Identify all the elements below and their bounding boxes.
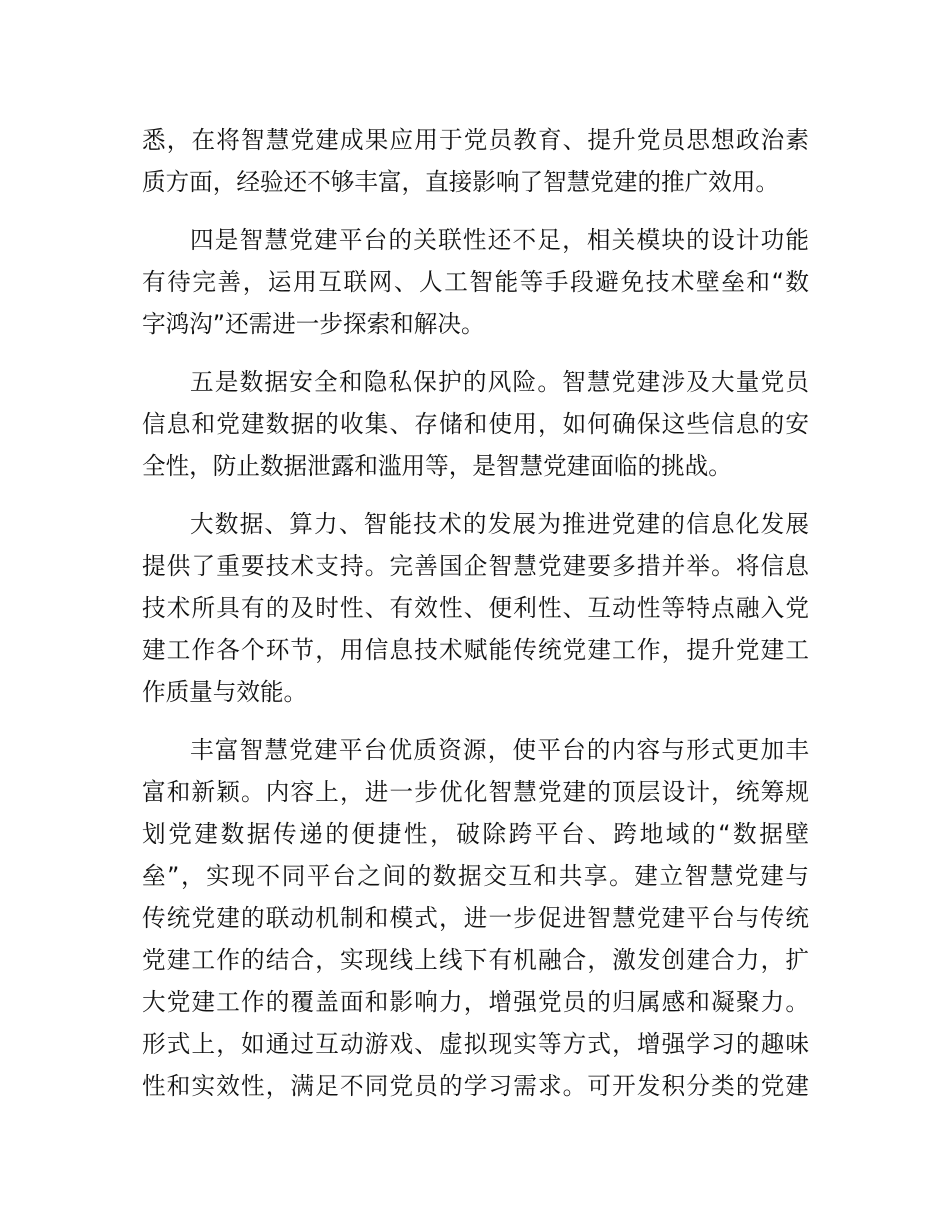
text-line: 丰富智慧党建平台优质资源，使平台的内容与形式更加丰 xyxy=(190,736,809,764)
text-line: 划党建数据传递的便捷性，破除跨平台、跨地域的“数据壁 xyxy=(142,820,809,848)
paragraph xyxy=(142,503,809,713)
document-page xyxy=(142,119,809,1123)
text-line: 四是智慧党建平台的关联性还不足，相关模块的设计功能 xyxy=(190,226,809,254)
text-line: 提供了重要技术支持。完善国企智慧党建要多措并举。将信息 xyxy=(142,552,809,580)
text-line: 全性，防止数据泄露和滥用等，是智慧党建面临的挑战。 xyxy=(142,452,732,480)
text-line: 有待完善，运用互联网、人工智能等手段避免技术壁垒和“数 xyxy=(142,268,809,296)
text-line: 富和新颖。内容上，进一步优化智慧党建的顶层设计，统筹规 xyxy=(142,778,809,806)
text-line: 垒”，实现不同平台之间的数据交互和共享。建立智慧党建与 xyxy=(142,862,809,890)
text-line: 字鸿沟”还需进一步探索和解决。 xyxy=(142,310,485,338)
text-line: 悉，在将智慧党建成果应用于党员教育、提升党员思想政治素 xyxy=(142,126,809,154)
text-line: 性和实效性，满足不同党员的学习需求。可开发积分类的党建 xyxy=(142,1072,809,1100)
paragraph xyxy=(142,729,809,1107)
paragraph xyxy=(142,219,809,345)
text-line: 形式上，如通过互动游戏、虚拟现实等方式，增强学习的趣味 xyxy=(142,1030,809,1058)
text-line: 党建工作的结合，实现线上线下有机融合，激发创建合力，扩 xyxy=(142,946,809,974)
text-line: 技术所具有的及时性、有效性、便利性、互动性等特点融入党 xyxy=(142,594,809,622)
text-line: 大数据、算力、智能技术的发展为推进党建的信息化发展 xyxy=(190,510,809,538)
paragraph xyxy=(142,119,809,203)
text-line: 质方面，经验还不够丰富，直接影响了智慧党建的推广效用。 xyxy=(142,168,780,196)
text-line: 作质量与效能。 xyxy=(142,678,308,706)
text-line: 大党建工作的覆盖面和影响力，增强党员的归属感和凝聚力。 xyxy=(142,988,809,1016)
text-line: 传统党建的联动机制和模式，进一步促进智慧党建平台与传统 xyxy=(142,904,809,932)
text-line: 信息和党建数据的收集、存储和使用，如何确保这些信息的安 xyxy=(142,410,809,438)
text-line: 建工作各个环节，用信息技术赋能传统党建工作，提升党建工 xyxy=(142,636,809,664)
text-line: 五是数据安全和隐私保护的风险。智慧党建涉及大量党员 xyxy=(190,368,809,396)
paragraph xyxy=(142,361,809,487)
